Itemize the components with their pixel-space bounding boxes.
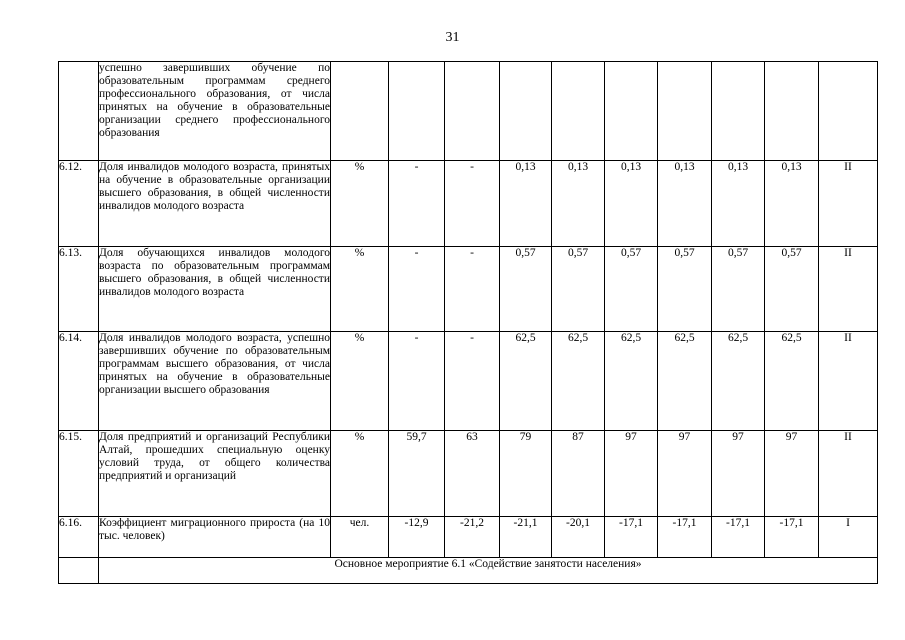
value-cell: 87 [552,431,605,517]
unit-cell: % [331,332,389,431]
value-cell: 0,13 [552,161,605,247]
value-cell: -17,1 [658,517,712,558]
value-cell: 63 [445,431,500,517]
value-cell: 0,57 [500,247,552,332]
level-cell: I [819,517,878,558]
unit-cell: % [331,161,389,247]
indicator-name: Доля предприятий и организаций Республики Алтай, прошедших специальную оценку условий труда, от общего количества предприятий и организаций [99,431,331,517]
page-number: 31 [445,30,460,45]
value-cell: 0,13 [712,161,765,247]
value-cell: 97 [712,431,765,517]
table-row [59,161,878,247]
value-cell: - [445,161,500,247]
level-cell: II [819,332,878,431]
table-row [59,332,878,431]
row-number: 6.16. [59,517,99,558]
section-header-row [59,558,878,584]
value-cell: 0,13 [605,161,658,247]
value-cell: -21,2 [445,517,500,558]
value-cell: 62,5 [712,332,765,431]
value-cell: -17,1 [765,517,819,558]
value-cell: - [445,247,500,332]
value-cell: 62,5 [658,332,712,431]
unit-cell: % [331,247,389,332]
value-cell: -12,9 [389,517,445,558]
value-cell: 0,57 [658,247,712,332]
value-cell: -17,1 [605,517,658,558]
value-cell: 59,7 [389,431,445,517]
value-cell [712,62,765,161]
row-number [59,62,99,161]
indicator-name: Доля инвалидов молодого возраста, принятых на обучение в образовательные организации высшего образования, в общей численности инвалидов молодого возраста [99,161,331,247]
value-cell: 0,57 [605,247,658,332]
value-cell: - [389,247,445,332]
value-cell: 97 [765,431,819,517]
table-row [59,431,878,517]
value-cell: 0,13 [658,161,712,247]
value-cell [552,62,605,161]
value-cell: -21,1 [500,517,552,558]
value-cell: 62,5 [500,332,552,431]
value-cell: 97 [605,431,658,517]
unit-cell: чел. [331,517,389,558]
value-cell: -20,1 [552,517,605,558]
value-cell [500,62,552,161]
indicator-name: успешно завершивших обучение по образовательным программам среднего профессионального образования, от числа принятых на обучение в образовательные организации среднего профессионального образования [99,62,331,161]
value-cell: 79 [500,431,552,517]
value-cell [765,62,819,161]
value-cell: - [389,332,445,431]
row-number: 6.15. [59,431,99,517]
table-row [59,247,878,332]
level-cell: II [819,161,878,247]
value-cell: 0,57 [552,247,605,332]
row-number: 6.13. [59,247,99,332]
indicator-name: Доля обучающихся инвалидов молодого возраста по образовательным программам высшего образования, в общей численности инвалидов молодого возраста [99,247,331,332]
level-cell [819,62,878,161]
value-cell: 62,5 [765,332,819,431]
indicator-name: Доля инвалидов молодого возраста, успешно завершивших обучение по образовательным программам высшего образования, от числа принятых на обучение в образовательные организации высшего образования [99,332,331,431]
value-cell: 0,13 [500,161,552,247]
value-cell: 62,5 [552,332,605,431]
value-cell [445,62,500,161]
unit-cell [331,62,389,161]
value-cell: -17,1 [712,517,765,558]
row-number [59,558,99,584]
value-cell [658,62,712,161]
value-cell: - [445,332,500,431]
row-number: 6.14. [59,332,99,431]
value-cell: - [389,161,445,247]
row-number: 6.12. [59,161,99,247]
value-cell [605,62,658,161]
indicators-table [58,61,878,584]
level-cell: II [819,431,878,517]
unit-cell: % [331,431,389,517]
level-cell: II [819,247,878,332]
value-cell: 62,5 [605,332,658,431]
table-row [59,62,878,161]
main-activity-title: Основное мероприятие 6.1 «Содействие занятости населения» [99,558,878,584]
indicator-name: Коэффициент миграционного прироста (на 10 тыс. человек) [99,517,331,558]
value-cell: 0,13 [765,161,819,247]
value-cell: 0,57 [712,247,765,332]
value-cell [389,62,445,161]
value-cell: 97 [658,431,712,517]
value-cell: 0,57 [765,247,819,332]
table-row [59,517,878,558]
